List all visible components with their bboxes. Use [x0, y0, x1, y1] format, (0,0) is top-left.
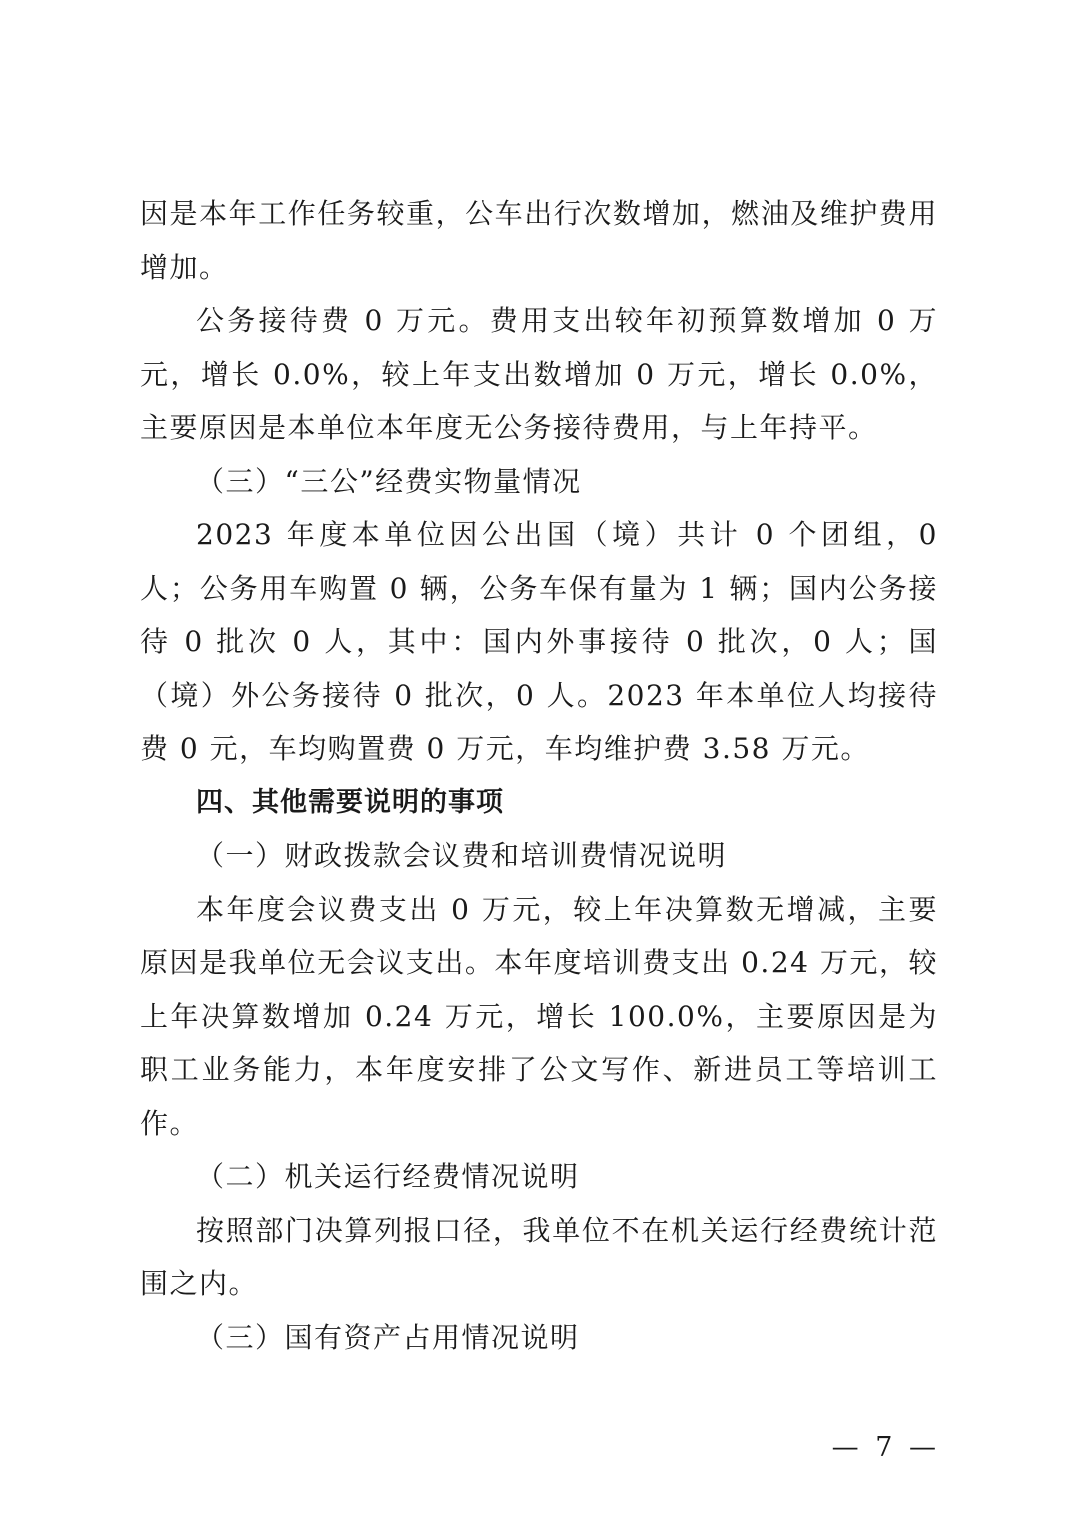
paragraph-meeting-training: 本年度会议费支出 0 万元，较上年决算数无增减，主要原因是我单位无会议支出。本年度培训费支出 0.24 万元，较上年决算数增加 0.24 万元，增长 100.0%，主要原因是为职工业务能力，本年度安排了公文写作、新进员工等培训工作。	[140, 892, 938, 1140]
document-body	[140, 187, 938, 1364]
section-heading-state-assets: （三）国有资产占用情况说明	[196, 1320, 580, 1354]
paragraph-physical-quantity: 2023 年度本单位因公出国（境）共计 0 个团组，0 人；公务用车购置 0 辆，公务车保有量为 1 辆；国内公务接待 0 批次 0 人，其中：国内外事接待 0 批次，0 人；国（境）外公务接待 0 批次，0 人。2023 年本单位人均接待费 0 元，车均购置费 0 万元，车均维护费 3.58 万元。	[140, 518, 938, 765]
paragraph-operating-expense: 按照部门决算列报口径，我单位不在机关运行经费统计范围之内。	[140, 1213, 938, 1300]
page-number: — 7 —	[831, 1432, 940, 1463]
section-heading-other-matters: 四、其他需要说明的事项	[196, 786, 504, 818]
section-heading-meeting-training: （一）财政拨款会议费和培训费情况说明	[196, 839, 728, 872]
paragraph-reception-expense: 公务接待费 0 万元。费用支出较年初预算数增加 0 万元，增长 0.0%，较上年支出数增加 0 万元，增长 0.0%，主要原因是本单位本年度无公务接待费用，与上年持平。	[140, 304, 938, 444]
section-heading-physical-quantity: （三）“三公”经费实物量情况	[196, 464, 582, 498]
section-heading-operating-expense: （二）机关运行经费情况说明	[196, 1160, 580, 1193]
paragraph-continuation: 因是本年工作任务较重，公车出行次数增加，燃油及维护费用增加。	[140, 197, 938, 284]
